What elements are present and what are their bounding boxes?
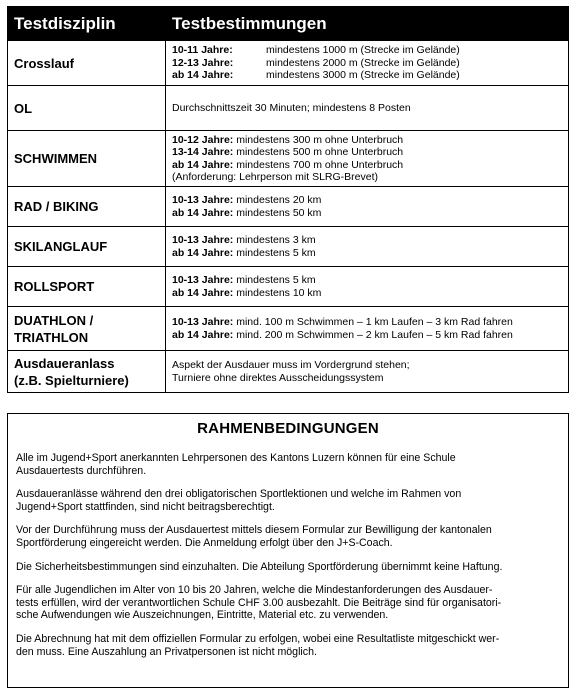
rule-text: Aspekt der Ausdauer muss im Vordergrund stehen; (172, 359, 410, 371)
age-group-label: 10-13 Jahre: (172, 316, 234, 328)
rule-text: mindestens 3 km (236, 234, 316, 246)
paragraph-line: tests erfüllen, wird der verantwortlichen Schule CHF 3.00 ausbezahlt. Die Beiträge sind für organisatori- (16, 596, 502, 609)
age-group-label: ab 14 Jahre: (172, 328, 234, 341)
paragraph-line: Alle im Jugend+Sport anerkannten Lehrpersonen des Kantons Luzern können für eine Schule (16, 452, 456, 464)
rahmen-title: RAHMENBEDINGUNGEN (197, 420, 379, 437)
discipline-cell (8, 187, 166, 227)
table-row (8, 187, 569, 227)
discipline-name: DUATHLON / (14, 312, 94, 328)
age-group-label: 12-13 Jahre: (172, 56, 234, 69)
rule-line (172, 194, 568, 207)
rule-line (172, 207, 568, 220)
rule-line (172, 57, 568, 70)
rule-text: mindestens 10 km (236, 286, 322, 299)
rule-text: mind. 100 m Schwimmen – 1 km Laufen – 3 km Rad fahren (236, 316, 513, 328)
rule-line (172, 44, 568, 57)
rahmen-paragraph (16, 561, 561, 574)
test-table (7, 6, 569, 393)
paragraph-line: sche Aufwendungen wie Auszeichnungen, Eintritte, Material etc. zu verwenden. (16, 609, 389, 622)
paragraph-line: Ausdaueranlässe während den drei obligatorischen Sportlektionen und welche im Rahmen von (16, 488, 462, 501)
table-row (8, 41, 569, 86)
rules-cell (166, 227, 569, 267)
discipline-name: ROLLSPORT (14, 279, 95, 294)
rules-cell (166, 187, 569, 227)
table-row (8, 307, 569, 351)
discipline-cell (8, 41, 166, 86)
age-group-label: 10-13 Jahre: (172, 234, 234, 246)
discipline-name: SCHWIMMEN (14, 151, 98, 166)
paragraph-line: Vor der Durchführung muss der Ausdauertest mittels diesem Formular zur Bewilligung der kantonalen (16, 524, 492, 537)
table-row (8, 131, 569, 187)
discipline-name: SKILANGLAUF (14, 239, 108, 254)
rule-text: mindestens 20 km (236, 194, 322, 206)
table-row (8, 86, 569, 131)
rule-text: Durchschnittszeit 30 Minuten; mindestens 8 Posten (172, 101, 411, 114)
rahmen-paragraphs (16, 452, 561, 669)
discipline-cell (8, 267, 166, 307)
rule-line (172, 69, 568, 82)
rule-text: mind. 200 m Schwimmen – 2 km Laufen – 5 km Rad fahren (236, 328, 513, 341)
header-rules: Testbestimmungen (166, 7, 569, 41)
rules-cell (166, 86, 569, 131)
age-group-label: ab 14 Jahre: (172, 158, 234, 171)
paragraph-line: Die Sicherheitsbestimmungen sind einzuhalten. Die Abteilung Sportförderung übernimmt keine Haftung. (16, 560, 503, 573)
rule-text: mindestens 5 km (236, 246, 316, 259)
paragraph-line: den muss. Eine Auszahlung an Privatpersonen ist nicht möglich. (16, 645, 317, 658)
rules-cell (166, 131, 569, 187)
rule-text: mindestens 700 m ohne Unterbruch (236, 158, 404, 171)
age-group-label: ab 14 Jahre: (172, 286, 234, 299)
age-group-label: ab 14 Jahre: (172, 69, 234, 82)
rule-text: mindestens 500 m ohne Unterbruch (236, 146, 404, 158)
header-discipline: Testdisziplin (8, 7, 166, 41)
discipline-cell (8, 86, 166, 131)
rules-cell (166, 307, 569, 351)
rule-text: mindestens 2000 m (Strecke im Gelände) (266, 56, 460, 69)
age-group-label: 10-11 Jahre: (172, 44, 233, 57)
paragraph-line: Ausdauertests durchführen. (16, 464, 147, 477)
age-group-label: 13-14 Jahre: (172, 146, 234, 158)
rule-line (172, 274, 568, 287)
discipline-name: OL (14, 100, 33, 116)
discipline-cell (8, 227, 166, 267)
age-group-label: ab 14 Jahre: (172, 206, 234, 219)
discipline-cell (8, 307, 166, 351)
rule-text: mindestens 300 m ohne Unterbruch (236, 133, 404, 146)
rule-line (172, 102, 568, 115)
age-group-label: 10-13 Jahre: (172, 274, 234, 286)
discipline-cell (8, 131, 166, 187)
discipline-name: TRIATHLON (14, 329, 89, 345)
paragraph-line: Jugend+Sport stattfinden, sind nicht beitragsberechtigt. (16, 500, 275, 513)
rule-text: Turniere ohne direktes Ausscheidungssystem (172, 371, 384, 384)
rule-line (172, 372, 568, 385)
discipline-cell (8, 351, 166, 393)
discipline-name: Crosslauf (14, 55, 74, 71)
rule-line (172, 359, 568, 372)
paragraph-line: Für alle Jugendlichen im Alter von 10 bis 20 Jahren, welche die Mindestanforderungen des Ausdauer- (16, 584, 493, 597)
rule-text: mindestens 5 km (236, 274, 316, 286)
rahmen-paragraph (16, 584, 561, 622)
table-header-row (8, 7, 569, 41)
rule-line (172, 159, 568, 172)
rule-line (172, 234, 568, 247)
rule-text: mindestens 50 km (236, 206, 322, 219)
rule-text: (Anforderung: Lehrperson mit SLRG-Brevet) (172, 171, 379, 183)
rule-text: mindestens 1000 m (Strecke im Gelände) (266, 44, 460, 57)
paragraph-line: Die Abrechnung hat mit dem offiziellen Formular zu erfolgen, wobei eine Resultatliste mitgeschickt wer- (16, 632, 500, 645)
rahmen-paragraph (16, 488, 561, 513)
table-row (8, 351, 569, 393)
table-row (8, 267, 569, 307)
discipline-name: Ausdaueranlass (14, 355, 115, 371)
rules-cell (166, 267, 569, 307)
age-group-label: 10-13 Jahre: (172, 194, 234, 206)
discipline-name: (z.B. Spielturniere) (14, 372, 129, 388)
rahmen-paragraph (16, 524, 561, 549)
rule-line (172, 287, 568, 300)
rule-line (172, 134, 568, 147)
rules-cell (166, 351, 569, 393)
rahmen-paragraph (16, 452, 561, 477)
table-body (8, 41, 569, 393)
table-row (8, 227, 569, 267)
discipline-name: RAD / BIKING (14, 199, 99, 214)
rules-cell (166, 41, 569, 86)
rule-line (172, 146, 568, 159)
paragraph-line: Sportförderung eingereicht werden. Die Anmeldung erfolgt über den J+S-Coach. (16, 536, 393, 549)
rule-line (172, 329, 568, 342)
age-group-label: 10-12 Jahre: (172, 133, 234, 146)
rule-line (172, 247, 568, 260)
rule-line (172, 171, 568, 184)
rule-line (172, 316, 568, 329)
rahmen-paragraph (16, 633, 561, 658)
age-group-label: ab 14 Jahre: (172, 246, 234, 259)
rahmenbedingungen-box (7, 413, 569, 688)
rule-text: mindestens 3000 m (Strecke im Gelände) (266, 69, 460, 82)
